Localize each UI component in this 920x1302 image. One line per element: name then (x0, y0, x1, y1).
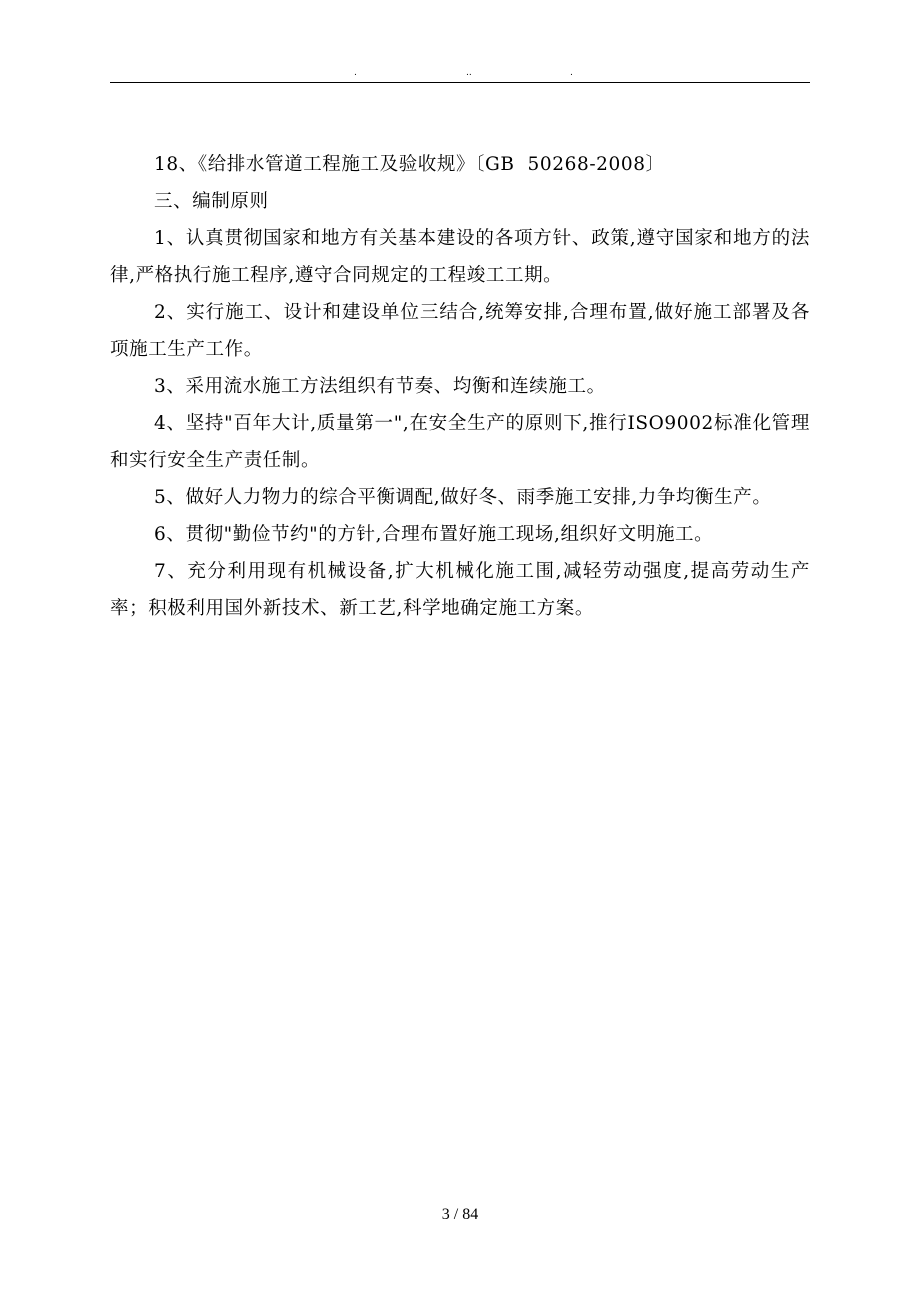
document-body (110, 146, 810, 627)
paragraph-principle-6: 6、贯彻"勤俭节约"的方针,合理布置好施工现场,组织好文明施工。 (154, 524, 714, 545)
page-number: 3 / 84 (441, 1206, 479, 1223)
paragraph-principle-1: 1、认真贯彻国家和地方有关基本建设的各项方针、政策,遵守国家和地方的法律,严格执行施工程序,遵守合同规定的工程竣工工期。 (110, 228, 810, 286)
header-mark-3: . (570, 68, 573, 78)
paragraph-principle-4: 4、坚持"百年大计,质量第一",在安全生产的原则下,推行ISO9002标准化管理和实行安全生产责任制。 (110, 413, 810, 471)
paragraph-reference-18: 18、《给排水管道工程施工及验收规》〔GB 50268-2008〕 (154, 154, 665, 175)
header-rule (110, 82, 810, 83)
paragraph-principle-3: 3、采用流水施工方法组织有节奏、均衡和连续施工。 (154, 376, 606, 397)
header-mark-1: . (354, 68, 357, 78)
page-header-marks (110, 68, 810, 80)
paragraph-principle-5: 5、做好人力物力的综合平衡调配,做好冬、雨季施工安排,力争均衡生产。 (154, 487, 772, 508)
paragraph-principle-7: 7、充分利用现有机械设备,扩大机械化施工围,减轻劳动强度,提高劳动生产率；积极利用国外新技术、新工艺,科学地确定施工方案。 (110, 561, 810, 619)
section-heading-principles: 三、编制原则 (154, 191, 269, 212)
paragraph-principle-2: 2、实行施工、设计和建设单位三结合,统筹安排,合理布置,做好施工部署及各项施工生产工作。 (110, 302, 810, 360)
header-mark-2: .. (466, 68, 472, 78)
